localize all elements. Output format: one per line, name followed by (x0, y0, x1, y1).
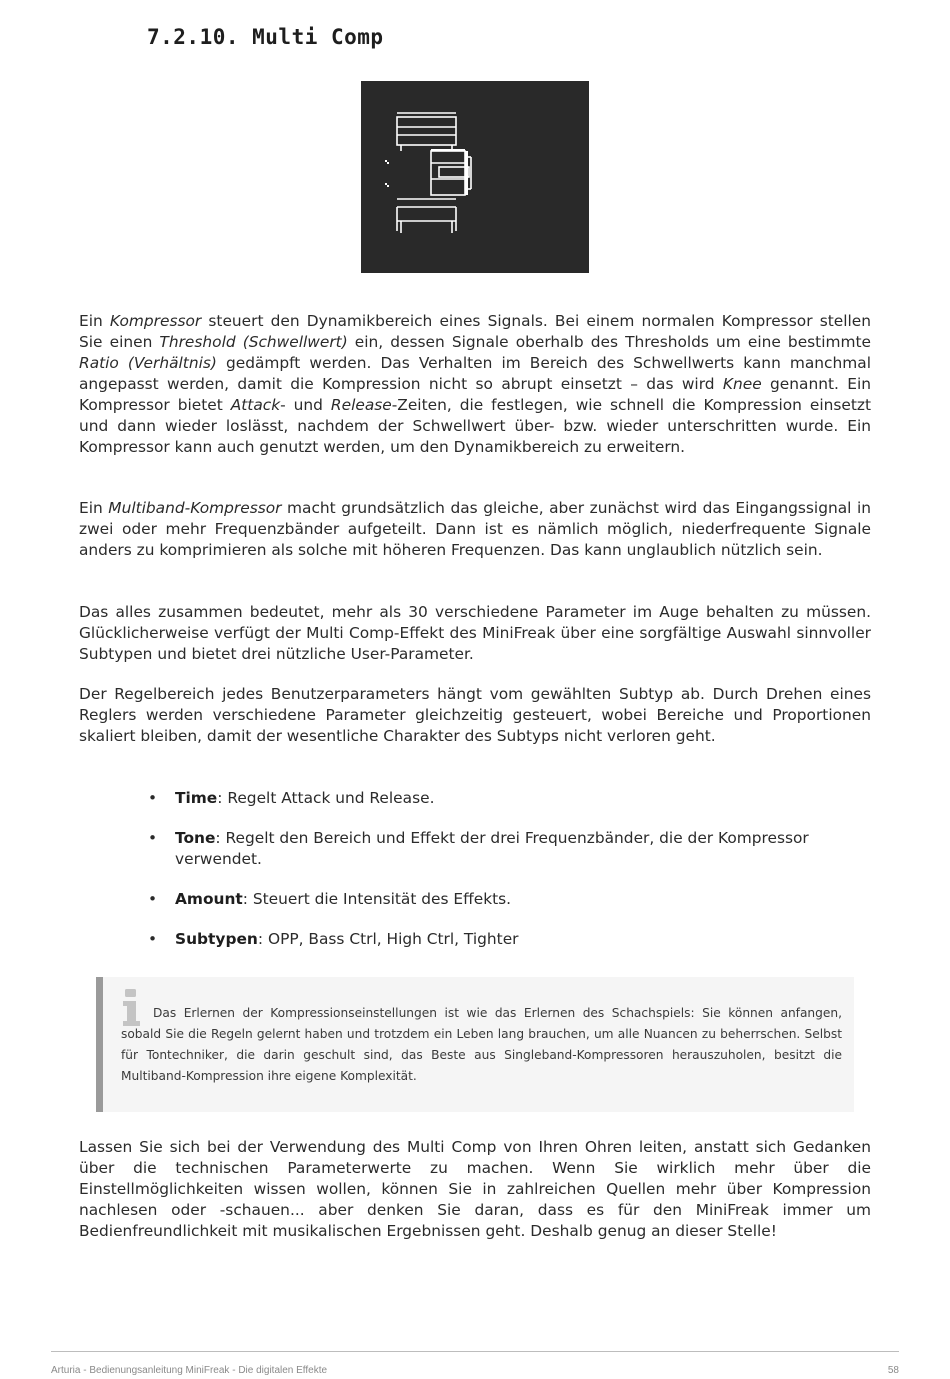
text-run: Lassen Sie sich bei der Verwendung des Multi Comp von Ihren Ohren leiten, anstatt sich Gedanken über die technischen Parameterwerte zu machen. Wenn Sie wirklich mehr über die Einstellmöglichkeiten wissen wollen, können Sie in zahlreichen Quellen mehr über Kompression nachlesen oder -schauen... aber denken Sie daran, dass es für den MiniFreak immer um Bedienfreundlichkeit mit musikalischen Ergebnissen geht. Deshalb genug an dieser Stelle! (79, 1138, 871, 1240)
multiband-compressor-display (361, 81, 589, 273)
text-run: Ein (79, 499, 109, 517)
emphasis-term: Multiband-Kompressor (108, 499, 282, 517)
list-item (148, 889, 871, 910)
text-run: genannt. Ein Kompressor bietet (79, 375, 871, 414)
bullet-term: Time (175, 789, 218, 807)
list-item (148, 788, 871, 809)
bullet-text: : Regelt Attack und Release. (217, 789, 435, 807)
bullet-mark: • (148, 930, 158, 948)
list-item (148, 929, 871, 950)
parameter-list (148, 788, 871, 969)
bullet-text: : Regelt den Bereich und Effekt der drei Frequenzbänder, die der Kompressor verwendet. (175, 829, 809, 868)
paragraph-regelbereich (79, 684, 871, 747)
emphasis-term: Knee (722, 375, 762, 393)
footer-document-title: Arturia - Bedienungsanleitung MiniFreak - Die digitalen Effekte (51, 1365, 328, 1376)
emphasis-term: Kompressor (109, 312, 202, 330)
text-run: Das alles zusammen bedeutet, mehr als 30 verschiedene Parameter im Auge behalten zu müssen. Glücklicherweise verfügt der Multi Comp-Effekt des MiniFreak über eine sorgfältige Auswahl sinnvoller Subtypen und bietet drei nützliche User-Parameter. (79, 603, 871, 663)
paragraph-conclusion (79, 1137, 871, 1242)
text-run: ein, dessen Signale oberhalb des Thresholds um eine bestimmte (347, 333, 871, 351)
section-title: 7.2.10. Multi Comp (147, 25, 384, 49)
bullet-text: : OPP, Bass Ctrl, High Ctrl, Tighter (257, 930, 519, 948)
emphasis-term: Release (330, 396, 392, 414)
text-run: macht grundsätzlich das gleiche, aber zunächst wird das Eingangssignal in zwei oder mehr Frequenzbänder aufgeteilt. Dann ist es nämlich möglich, niederfrequente Signale anders zu komprimieren als solche mit höheren Frequenzen. Das kann unglaublich nützlich sein. (79, 499, 872, 559)
bullet-term: Amount (175, 890, 243, 908)
text-run: Ein (79, 312, 110, 330)
text-run: - und (280, 396, 331, 414)
text-run: Der Regelbereich jedes Benutzerparameters hängt vom gewählten Subtyp ab. Durch Drehen eines Reglers werden verschiedene Parameter gleichzeitig gesteuert, wobei Bereiche und Proportionen skaliert bleiben, damit der wesentliche Charakter des Subtyps nicht verloren geht. (79, 685, 871, 745)
emphasis-term: Ratio (Verhältnis) (79, 354, 217, 372)
page-number: 58 (887, 1365, 899, 1376)
text-run: steuert den Dynamikbereich eines Signals. Bei einem normalen Kompressor stellen Sie einen (79, 312, 871, 351)
list-item (148, 828, 871, 870)
multiband-compressor-display-icon (361, 81, 589, 273)
paragraph-intro (79, 311, 871, 458)
paragraph-multiband (79, 498, 871, 561)
paragraph-parameters (79, 602, 871, 665)
bullet-mark: • (148, 890, 158, 908)
bullet-mark: • (148, 829, 158, 847)
bullet-term: Tone (175, 829, 216, 847)
bullet-text: : Steuert die Intensität des Effekts. (242, 890, 512, 908)
note-text: Das Erlernen der Kompressionseinstellungen ist wie das Erlernen des Schachspiels: Sie können anfangen, sobald Sie die Regeln gelernt haben und trotzdem ein Leben lang brauchen, um alle Nuancen zu beherrschen. Selbst für Tontechniker, die darin geschult sind, das Beste aus Singleband-Kompressoren herauszuholen, besitzt die Multiband-Kompression ihre eigene Komplexität. (121, 1006, 842, 1083)
text-run: -Zeiten, die festlegen, wie schnell die Kompression einsetzt und dann wieder loslässt, nachdem der Schwellwert über- bzw. wieder unterschritten wurde. Ein Kompressor kann auch genutzt werden, um den Dynamikbereich zu erweitern. (79, 396, 871, 456)
emphasis-term: Attack (230, 396, 281, 414)
emphasis-term: Threshold (Schwellwert) (159, 333, 348, 351)
info-note (96, 977, 854, 1112)
bullet-mark: • (148, 789, 158, 807)
footer-divider (51, 1351, 899, 1352)
bullet-term: Subtypen (175, 930, 258, 948)
text-run: gedämpft werden. Das Verhalten im Bereich des Schwellwerts kann manchmal angepasst werden, damit die Kompression nicht so abrupt einsetzt – das wird (79, 354, 871, 393)
